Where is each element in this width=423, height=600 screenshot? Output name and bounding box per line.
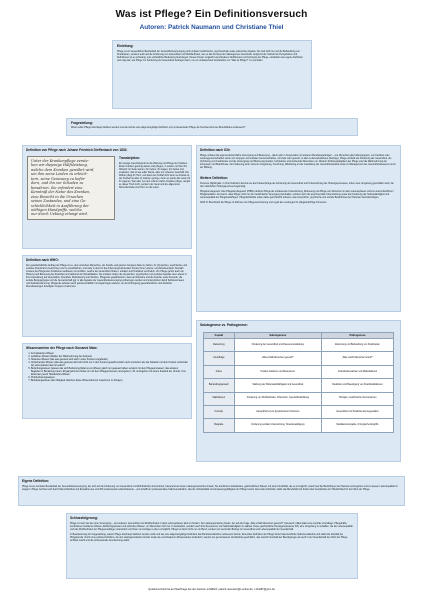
icn-heading: Definition nach ICN: (200, 148, 231, 152)
dieffenbach-heading: Definition von Pflege nach Johann Friedrich Dieffenbach von 1832: (26, 148, 128, 152)
maio-box (22, 343, 192, 419)
list-item: 4. Verstehendes Wissen (das was gewusst wird wird nicht nur in den Kontext gestellt sondern auch verstehen wie die Situation mit dem Kontext verbunden ist) was bedeutet das mit selbst? (31, 362, 188, 368)
who-heading: Definition nach WHO: (26, 258, 59, 262)
fraktur-text (31, 159, 111, 217)
salutogenese-heading: Salutogenese vs. Pathogenese: (200, 323, 248, 327)
weitere-text (200, 183, 397, 204)
weitere-paragraph: Pflegeberufegesetz: Das Pflegeberufegesetz (PflBG) definiert Pflege als umfassende Unterstützung, Betreuung und Pflege von Menschen in allen Lebensphasen und bei unterschiedlichen Pflegebedarfen. Es betont, dass Pflege nicht nur die medizinische Versorgung beinhaltet, sondern auch die psychosoziale Unterstützung sowie die Förderung der Selbstständigkeit und Lebensqualität der Pflegebedürftigen. Pflegefachkräfte sollen dabei ganzheitlich arbeiten, also körperliche, psychische und soziale Bedürfnisse der Patienten berücksichtigen. (200, 190, 394, 200)
table-header-cell: Aspekt (204, 333, 235, 339)
table-cell: Förderung sozialer Unterstützung, Stressbewältigung (234, 419, 321, 432)
fragestellung-heading: Fragestellung: (71, 121, 93, 125)
maio-list (26, 353, 188, 383)
einleitung-text (117, 51, 307, 63)
table-cell: Reduktion und Beseitigung von Krankheitsfaktoren (322, 379, 394, 392)
transkription-text: Ein wenige Gesichtspunkt ist die Wartung und Pflege der Kranken. Einen Kranken gehörig warten und pflegen, in Leiden und Not ihm hilfreich zur Seite stehen, ihn heben, ihn tragen, ihn betten und erquicken, das ist wie edler Dienst, aber ein schwerer Geschäft. Die Wärter pflegt ihr Herz, und kann den Schlaf nicht wenn es kranke ist, der Freiheit ist aber im Ganzen geringe, denn so wurde das Leiter für ihr eigenes. Wer aber von den Lohnen wahre Kranken pflege, da gibt es dieser Trieb nicht, sondern der Geist und die allgemeine Menschenliebe sind Herr vor die Leiter. (119, 162, 191, 189)
table-aspect-cell: Behandlungsansatz (204, 379, 235, 392)
table-aspect-cell: Fokus (204, 365, 235, 378)
table-cell: Gesundheit ist ein dynamisches Kontinuum (234, 405, 321, 418)
fraktur-line: nöthigen Handgriffe, welche (31, 207, 82, 212)
schluss-box (66, 513, 358, 579)
table-cell: Positive Faktoren und Ressourcen (234, 365, 321, 378)
table-row (204, 365, 394, 378)
table-header-cell: Pathogenese (322, 333, 394, 339)
fraktur-line: Kenntniß der Natur des Kranken, (31, 190, 91, 195)
icn-text: Pflege umfasst die eigenverantwortliche Versorgung und Betreuung – allein oder in Kooperation mit anderen Berufsangehörigen – von Menschen aller Altersgruppen, von Familien oder Lebensgemeinschaften sowie von Gruppen und sozialen Gemeinschaften, ob krank oder gesund, in allen Lebenssituationen (Settings). Pflege schließt die Förderung der Gesundheit, die Verhütung von Krankheiten und die Versorgung und Betreuung kranker, behinderter und sterbender Menschen ein. Weitere Schlüsselaufgaben der Pflege sind die Wahrnehmung der Interessen und Bedürfnisse, die Förderung einer sicheren Umgebung, Forschung, Mitwirkung an der Gestaltung der Gesundheitspolitik sowie im Management des Gesundheitswesens und in der Bildung. (200, 155, 396, 170)
table-aspect-cell: Maßnahmen (204, 392, 235, 405)
einleitung-paragraph: Pflege ist ein wesentlicher Bestandteil der Gesundheitsversorgung und umfasst medizinische, psychosoziale sowie präventive Aspekte. Sie zielt nicht nur auf die Behandlung von Krankheiten, sondern auch auf die Förderung von Gesundheit und Wohlbefinden, wie es das Konzept der Salutogenese beschreibt. Aufgrund der Vielzahl an Perspektiven und Definitionen ist es schwierig, eine einheitliche Bedeutung festzulegen. Dieses Poster vergleicht verschiedene Definitionen und Konzepte der Pflege, entwickelt eine eigene Definition und zeigt auf, wie Pflege zur Förderung der Gesundheit beitragen kann, um ein umfassendes Verständnis von "Was ist Pflege?" zu vermitteln. (117, 50, 303, 62)
fraktur-document (27, 156, 115, 220)
table-cell: Erkennung und Behandlung von Krankheiten (322, 339, 394, 352)
schluss-text (70, 523, 354, 543)
eigene-box (18, 476, 405, 506)
fraktur-line: hen wir diejenige Hülfsleistung, (31, 163, 88, 168)
list-item: 2. Leibliches Wissen (Melder der Wahrnehmung des Körpers) (31, 356, 188, 359)
table-cell: Stärkung der Widerstandsfähigkeit und Gesundheit (234, 379, 321, 392)
table-cell: Förderung der Gesundheit und Ressourcenstärkung (234, 339, 321, 352)
weitere-paragraph: Florence Nightingale: In ihrer Definition betonte sie die Krankenpflege als Förderung der Gesundheit und Unterstützung des Heilungsprozesses, indem eine Umgebung geschaffen wird, die den natürlichen Heilungsprozess begünstigt. (200, 183, 394, 189)
fraktur-line: dern, und ihn vor Schaden zu (31, 181, 84, 186)
table-aspect-cell: Konzept (204, 405, 235, 418)
table-cell: Therapie, medizinische Interventionen (322, 392, 394, 405)
fraktur-line: Unter der Krankenpflege verste- (31, 159, 89, 163)
table-row (204, 379, 394, 392)
schluss-heading: Schlussfolgerung: (70, 516, 98, 520)
who-box (22, 255, 192, 337)
table-cell: Medikamentengabe, chirurgische Eingriffe (322, 419, 394, 432)
fraktur-line: tern, seine Genesung zu beför- (31, 176, 86, 181)
fraktur-line: nur durch Uebung erlangt wird. (31, 212, 89, 217)
eigene-heading: Eigene Definition: (22, 479, 50, 483)
fragestellung-box (66, 118, 358, 136)
table-header-cell: Salutogenese (234, 333, 321, 339)
einleitung-heading: Einleitung: (117, 44, 134, 48)
table-aspect-cell: Beispiele (204, 419, 235, 432)
icn-box (196, 145, 401, 312)
list-item: 7. Bündelungswissen (die Fähigkeit zwischen diese Wissensformen zusammen zu bringen) (31, 380, 188, 383)
table-cell: Förderung von Wohlbefinden, Prävention, Gesundheitsbildung (234, 392, 321, 405)
salutogenese-box (196, 320, 401, 462)
table-cell: „Was macht Menschen krank?“ (322, 352, 394, 365)
fraktur-line: um ihm seine Leiden zu erleich- (31, 172, 88, 177)
table-aspect-cell: Grundfrage (204, 352, 235, 365)
table-row (204, 419, 394, 432)
table-row (204, 392, 394, 405)
table-row (204, 405, 394, 418)
weitere-paragraph: SGB XI: Beschreibt die Pflege im Rahmen der Pflegeversicherung und regelt die Leistungen für pflegebedürftige Personen. (200, 201, 327, 204)
maio-heading: Wissenswerten der Pflege nach Giovanni Maio: (26, 346, 98, 350)
list-item: 1. Formalisiertes Wissen (31, 353, 188, 356)
schluss-paragraph: Pflege ist mehr als die reine Versorgung – sie bedeutet, Gesundheit und Wohlbefinden in allen Lebensphasen aktiv zu fördern. Der salutogenetische Ansatz, der auf die Frage „Was erhält Menschen gesund?“ fokussiert, bildet dabei eine zentrale Grundlage. Pflegekräfte kombinieren fundiertes Wissen, Erfahrungswissen und ethisches Wissen, um Menschen nicht nur zu behandeln, sondern auch ihre Ressourcen und Selbstständigkeit zu stärken. Diese ganzheitliche Herangehensweise hilft, eine Umgebung zu schaffen, die die Lebensqualität und das Wohlbefinden der Pflegeempfänger unterstützt und ihnen ein würdiges Leben ermöglicht. Pflege ist damit nicht nur ein Beruf, sondern ein wertvoller Beitrag zur Gesundheit und Lebensqualität der Gesellschaft. (70, 523, 353, 532)
list-item: 5. Beziehungswissen (wissen das sich Beziehung bildet ist ein Wissen gleich nur gewusst haben sondern mit dem Pflegeprozessen; das anderen Begleiten in Beziehung treten; Eingangsformen finden um mit dem Pflegeprozessen umzugehen; z.B. umzugehen mit einem Zustand der Unruhe / bei Erkennen) (auch Handelnden-Wissen (31, 368, 188, 377)
poster-title: Was ist Pflege? Ein Definitionsversuch (115, 9, 308, 20)
footer-sources: Quellenverzeichnis auf Nachfrage bei den Autoren erhältlich: patrick.naumann@t-online.de; c.thiel87@gmx.de (148, 588, 275, 591)
fraktur-line: welche dem Kranken gewährt wird, (31, 167, 95, 172)
table-cell: Gesundheit und Krankheit als Gegensätze (322, 405, 394, 418)
table-row (204, 339, 394, 352)
list-item: 3. Situiertes Wissen (das was gewusst wird wird in einer Kontext eingebettet) (31, 359, 188, 362)
poster-authors: Autoren: Patrick Naumann und Christiane Thiel (139, 24, 284, 31)
fraktur-line: schicklichkeit in Ausführung der (31, 203, 89, 208)
schluss-paragraph: In Beantwortung der Fragestellung, warum Pflege überhaupt definiert werden sollte und wie eine allgemeingültige Definition das Berufsverständnis verbessern könnte: Eine klare Definition der Pflege fördert das berufliche Selbstverständnis und stärkt die Identität der Pflegeberufe. Durch eine präzise Definition, die den salutogenetischen Ansatz sowie die verschiedenen Wissensarten einbezieht, werden ein gemeinsames Verständnis geschaffen, das sowohl innerhalb der Berufsgruppe als auch in der Gesellschaft den Wert der Pflege sichtbar macht und die professionelle Anerkennung stärkt. (70, 533, 348, 542)
who-text: Der gesellschaftliche Auftrag der Pflege ist es, dem einzelnen Menschen, der Familie und ganzen Gruppen dabei zu helfen, ihr physisches, psychisches und soziales Potenzial zu bestimmen und zu verwirklichen, und zwar in dem für die Arbeit anspruchsvollen Kontext ihrer Lebens- und Arbeitsumwelt. Deshalb müssen die Pflegenden Funktionen aufbauen und erfüllen, welche die Gesundheit fördern, erhalten und Krankheit verhindern. Zur Pflege gehört auch die Planung und Betreuung bei Krankheit und während der Rehabilitation. Sie umfasst zudem die physischen, psychischen und sozialen Aspekte des Lebens in ihrer Auswirkung auf Gesundheit, Krankheit, Behinderung und Sterben. Pflegende gewährleisten, dass der Einzelne und die Familie, seine Freunde, die soziale Bezugsgruppe und die Gemeinschaft ggf. in alle Aspekte der Gesundheitsversorgung einbezogen werden und unterstützen damit Selbstvertrauen und Selbstbestimmung. Pflegende arbeiten auch partnerschaftlich mit Angehörigen anderer, an der Erbringung gesundheitlicher und ähnlicher Dienstleistungen beteiligter Gruppen zusammen. (26, 265, 187, 289)
comparison-table-wrapper (203, 332, 394, 433)
einleitung-box (112, 40, 312, 109)
fragestellung-text: Wieso sollte Pflege überhaupt definiert werden und wie könnte eine allgemeingültige Definition von professioneller Pflege die Kernbereiche des Berufsbildes verbessern? (71, 126, 246, 129)
table-row (204, 352, 394, 365)
weitere-heading: Weitere Definition: (200, 176, 229, 181)
fraktur-line: bewahren. Sie erfordert eine (31, 185, 83, 190)
table-cell: Krankheitsursachen und Risikofaktoren (322, 365, 394, 378)
table-cell: „Was erhält Menschen gesund?“ (234, 352, 321, 365)
list-item: 6. Problemlösungswissen (31, 377, 188, 380)
comparison-table (203, 332, 394, 433)
transkription-block (119, 156, 191, 190)
eigene-text: Pflege ist ein zentraler Bestandteil der Gesundheitsversorgung, der sich auf die Förderung von Gesundheit und Wohlbefinden konzentriert, basierend auf einem salutogenetischen Ansatz. Sie kombiniert individuelles, ganzheitliches Wissen mit einer Flexibilität, die es ermöglicht, sowohl auf die Bedürfnisse der Patienten einzugehen und zu dessen Lebensqualität zu steigern. Pflege zeichnet sich durch Menschlichkeit und Empathie aus und trifft professionell evidenzbasierte – und schafft ein professionelles Selbstverständnis, das die Individualität und Anpassungsfähigkeit der Pflege betont. Eine klare Definition stärkt das Berufsbild und fördert das Verständnis der Öffentlichkeit für den Wert der Pflege. (22, 485, 398, 491)
dieffenbach-box (22, 145, 192, 249)
fraktur-line: eine Einsicht in die Ursachen (31, 194, 84, 199)
fraktur-line: seines Zustandes, und eine Ge- (31, 199, 87, 204)
table-aspect-cell: Zielsetzung (204, 339, 235, 352)
transkription-heading: Transkription: (119, 156, 141, 160)
